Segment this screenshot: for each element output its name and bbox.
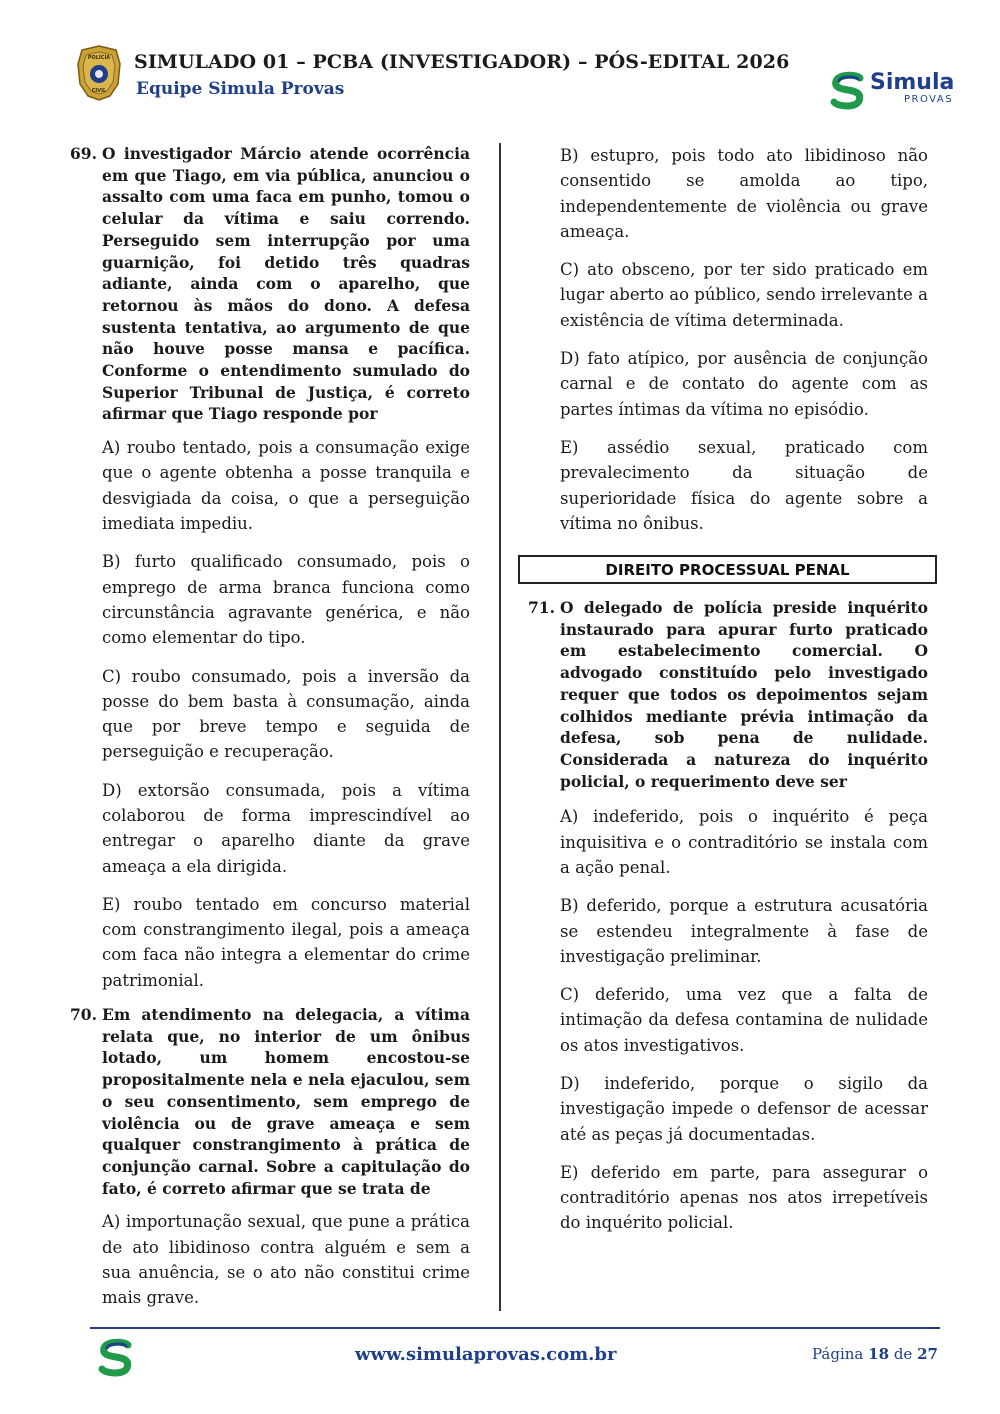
page-label: Página — [812, 1345, 864, 1363]
column-divider — [499, 143, 501, 1311]
question-69 — [70, 143, 470, 993]
option-e: E) roubo tentado em concurso material com constrangimento ilegal, pois a ameaça com faca não integra a elementar do crime patrimonial. — [102, 894, 470, 990]
question-number: 70. — [70, 1005, 97, 1025]
question-number: 71. — [528, 598, 555, 617]
page-header — [0, 0, 1000, 120]
option-d: D) fato atípico, por ausência de conjunção carnal e de contato do agente com as partes íntimas da vítima no episódio. — [560, 349, 928, 419]
page-separator: de — [893, 1345, 913, 1363]
brand-name: Simula — [870, 70, 955, 95]
footer-rule — [90, 1327, 940, 1329]
option-a: A) roubo tentado, pois a consumação exige que o agente obtenha a posse tranquila e desvigiada da coisa, o que a perseguição imediata impediu. — [102, 438, 470, 534]
question-stem: O investigador Márcio atende ocorrência em que Tiago, em via pública, anunciou o assalto com uma faca em punho, tomou o celular da vítima e saiu correndo. Perseguido sem interrupção por uma guarnição, foi detido três quadras adiante, ainda com o aparelho, que retornou às mãos do dono. A defesa sustenta tentativa, ao argumento de que não houve posse mansa e pacífica. Conforme o entendimento sumulado do Superior Tribunal de Justiça, é correto afirmar que Tiago responde por — [102, 144, 470, 424]
option-a: A) indeferido, pois o inquérito é peça inquisitiva e o contraditório se instala com a ação penal. — [560, 807, 928, 877]
simula-s-logo-icon — [96, 1337, 136, 1377]
option-b: B) estupro, pois todo ato libidinoso não consentido se amolda ao tipo, independentemente de violência ou grave ameaça. — [560, 146, 928, 241]
page-indicator — [812, 1345, 938, 1363]
option-d: D) extorsão consumada, pois a vítima colaborou de forma imprescindível ao entregar o aparelho diante da grave ameaça a ela dirigida. — [102, 780, 470, 876]
question-number: 69. — [70, 144, 97, 163]
document-subtitle: Equipe Simula Provas — [136, 79, 345, 99]
footer-website-link[interactable]: www.simulaprovas.com.br — [355, 1344, 617, 1365]
option-e: E) assédio sexual, praticado com prevalecimento da situação de superioridade física do agente sobre a vítima no ônibus. — [560, 437, 928, 533]
left-column — [70, 143, 470, 1311]
option-c: C) ato obsceno, por ter sido praticado em lugar aberto ao público, sendo irrelevante a existência de vítima determinada. — [560, 260, 929, 330]
question-70 — [70, 1004, 470, 1311]
question-stem: O delegado de polícia preside inquérito instaurado para apurar furto praticado em estabelecimento comercial. O advogado constituído pelo investigado requer que todos os depoimentos sejam colhidos mediante prévia intimação da defesa, sob pena de nulidade. Considerada a natureza do inquérito policial, o requerimento deve ser — [560, 598, 928, 791]
simula-provas-logo — [828, 70, 958, 110]
document-title: SIMULADO 01 – PCBA (INVESTIGADOR) – PÓS-EDITAL 2026 — [134, 51, 790, 73]
page-total: 27 — [917, 1345, 938, 1363]
question-71 — [528, 597, 928, 1236]
svg-text:POLÍCIA: POLÍCIA — [87, 55, 111, 61]
simula-s-logo-icon — [828, 70, 868, 110]
page-current: 18 — [868, 1345, 890, 1363]
svg-text:CIVIL: CIVIL — [91, 88, 107, 94]
option-a: A) importunação sexual, que pune a prática de ato libidinoso contra alguém e sem a sua anuência, se o ato não constitui crime mais grave. — [102, 1212, 470, 1308]
question-stem: Em atendimento na delegacia, a vítima relata que, no interior de um ônibus lotado, um homem encostou-se propositalmente nela e nela ejaculou, sem o seu consentimento, sem emprego de violência ou de grave ameaça e sem qualquer constrangimento à prática de conjunção carnal. Sobre a capitulação do fato, é correto afirmar que se trata de — [102, 1005, 470, 1198]
section-heading: DIREITO PROCESSUAL PENAL — [518, 555, 937, 584]
brand-tagline: PROVAS — [904, 94, 954, 105]
option-c: C) roubo consumado, pois a inversão da posse do bem basta à consumação, ainda que por breve tempo e seguida de perseguição e recuperação. — [102, 666, 470, 762]
option-d: D) indeferido, porque o sigilo da investigação impede o defensor de acessar até as peças já documentadas. — [560, 1074, 928, 1144]
police-badge-icon — [76, 44, 122, 102]
option-b: B) deferido, porque a estrutura acusatória se estendeu integralmente à fase de investigação preliminar. — [560, 896, 928, 966]
option-e: E) deferido em parte, para assegurar o contraditório apenas nos atos irrepetíveis do inquérito policial. — [560, 1162, 928, 1233]
option-b: B) furto qualificado consumado, pois o emprego de arma branca funciona como circunstância agravante genérica, e não como elementar do tipo. — [102, 552, 470, 648]
right-column-lower — [528, 597, 928, 1236]
option-c: C) deferido, uma vez que a falta de intimação da defesa contamina de nulidade os atos investigativos. — [560, 985, 928, 1055]
right-column — [560, 143, 928, 536]
